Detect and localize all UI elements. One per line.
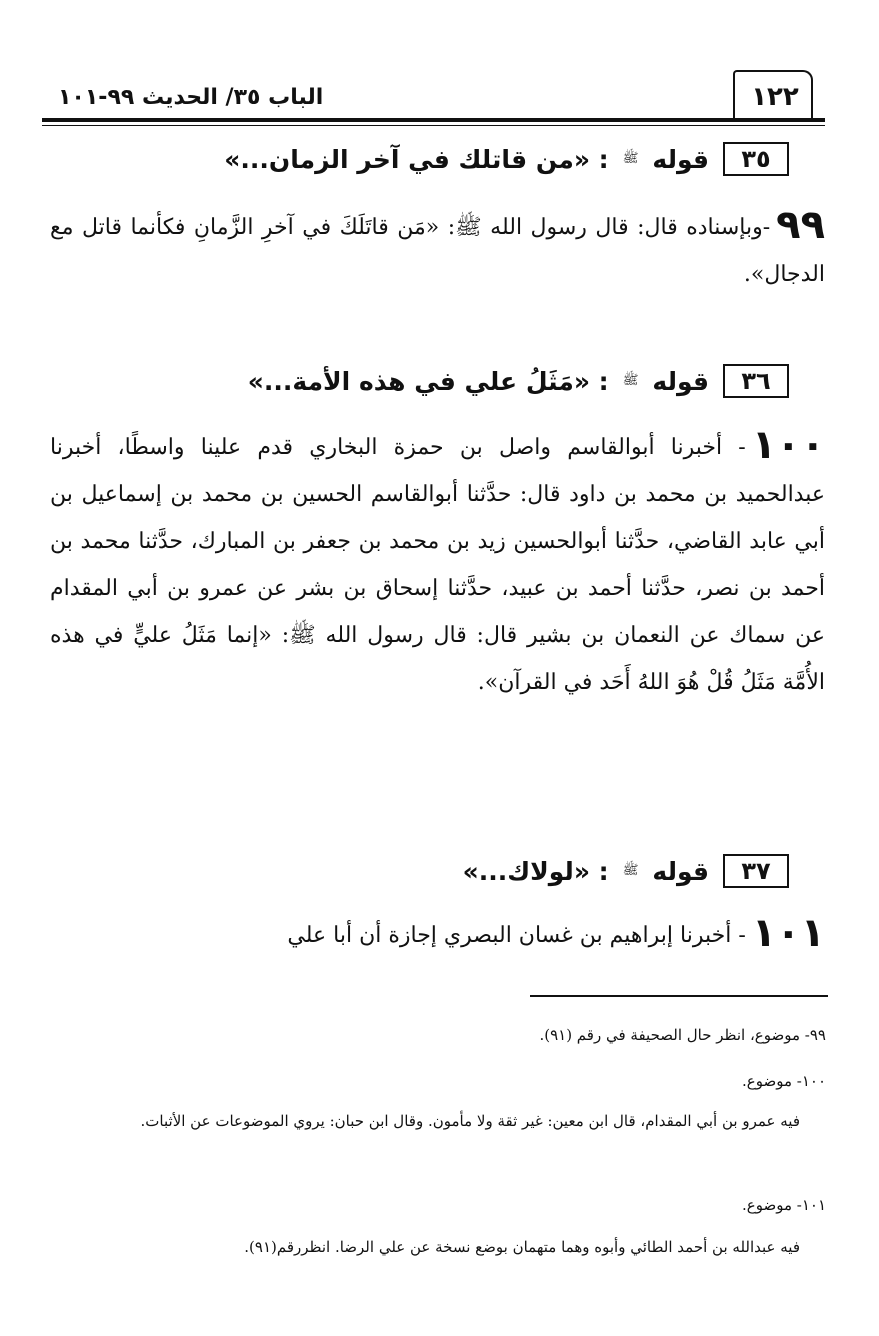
chapter-title: : «مَثَلُ علي في هذه الأمة...»	[247, 366, 609, 396]
chapter-prefix: قوله	[652, 144, 709, 174]
chapter-number: ٣٦	[723, 364, 789, 398]
page-number: ١٢٢	[751, 82, 799, 112]
footnote-separator	[530, 995, 828, 997]
chapter-number: ٣٧	[723, 854, 789, 888]
header-rule-thin	[42, 125, 825, 126]
hadith-text: -وبإسناده قال: قال رسول الله ﷺ: «مَن قاتَلَكَ في آخرِ الزَّمانِ فكأنما قاتل مع الدجال».	[50, 215, 825, 287]
hadith-number: ١٠١	[751, 910, 825, 956]
chapter-prefix: قوله	[652, 856, 709, 886]
hadith-text: - أخبرنا إبراهيم بن غسان البصري إجازة أن أبا علي	[287, 923, 746, 948]
salawat-glyph: ﷺ	[622, 862, 639, 878]
chapter-prefix: قوله	[652, 366, 709, 396]
hadith-number: ٩٩	[776, 202, 825, 248]
hadith-99	[50, 204, 825, 298]
hadith-101	[50, 912, 825, 959]
chapter-heading-36	[248, 364, 789, 398]
header-rule-thick	[42, 118, 825, 122]
chapter-heading-35	[224, 142, 789, 176]
footnote-101-detail: فيه عبدالله بن أحمد الطائي وأبوه وهما متهمان بوضع نسخة عن علي الرضا. انظررقم(٩١).	[244, 1238, 800, 1256]
salawat-glyph: ﷺ	[622, 150, 639, 166]
chapter-number: ٣٥	[723, 142, 789, 176]
chapter-heading-37	[463, 854, 789, 888]
hadith-100	[50, 424, 825, 706]
footnote-99: ٩٩- موضوع، انظر حال الصحيفة في رقم (٩١).	[539, 1026, 826, 1044]
chapter-title: : «من قاتلك في آخر الزمان...»	[224, 144, 609, 174]
footnote-101: ١٠١- موضوع.	[742, 1196, 826, 1214]
chapter-title: : «لولاك...»	[462, 856, 609, 886]
running-title: الباب ٣٥/ الحديث ٩٩-١٠١	[58, 85, 324, 110]
salawat-glyph: ﷺ	[622, 372, 639, 388]
footnote-100: ١٠٠- موضوع.	[742, 1072, 826, 1090]
footnote-100-detail: فيه عمرو بن أبي المقدام، قال ابن معين: غير ثقة ولا مأمون. وقال ابن حبان: يروي الموضوعات عن الأثبات.	[140, 1112, 800, 1130]
hadith-text: - أخبرنا أبوالقاسم واصل بن حمزة البخاري قدم علينا واسطًا، أخبرنا عبدالحميد بن محمد بن داود قال: حدَّثنا أبوالقاسم الحسين بن محمد بن إسماعيل بن أبي عابد القاضي، حدَّثنا أبوالحسين زيد بن محمد بن جعفر بن المبارك، حدَّثنا محمد بن أحمد بن نصر، حدَّثنا أحمد بن عبيد، حدَّثنا إسحاق بن بشر عن عمرو بن أبي المقدام عن سماك عن النعمان بن بشير قال: قال رسول الله ﷺ: «إنما مَثَلُ عليٍّ في هذه الأُمَّة مَثَلُ قُلْ هُوَ اللهُ أَحَد في القرآن».	[50, 435, 825, 695]
hadith-number: ١٠٠	[751, 422, 825, 468]
